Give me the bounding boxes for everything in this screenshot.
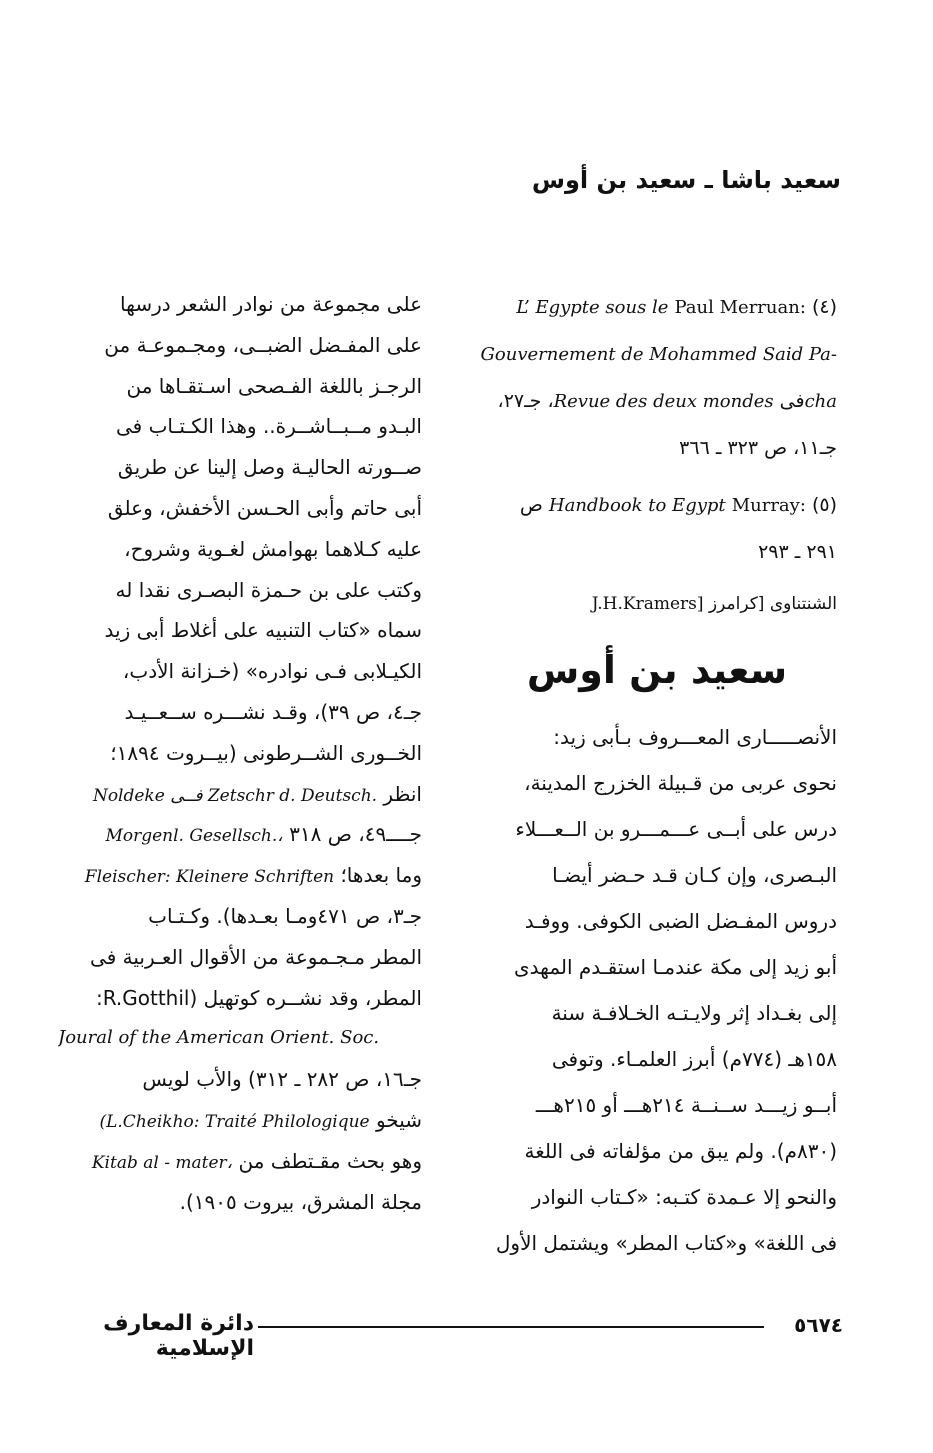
body-line-mixed: انظر Noldeke فــى Zetschr d. Deutsch. [92, 781, 422, 806]
footer-journal-title: دائرة المعارف الإسلامية [103, 1311, 254, 1361]
body-line: جـ٣، ص ٤٧١ومـا بعـدها). وكـتـاب [148, 903, 422, 928]
body-line: والنحو إلا عـمدة كتـبه: «كـتاب النوادر [531, 1185, 837, 1209]
body-line: الرجـز باللغة الفـصحى اسـتقـاها من [126, 373, 422, 398]
body-line: المطر، وقد نشــره كوتهيل (R.Gotthil: [95, 985, 422, 1010]
article-title: سعيد بن أوس [526, 648, 788, 692]
body-line: الكيـلابى فـى نوادره» (خـزانة الأدب، [122, 659, 422, 684]
body-line: جـ١٦، ص ٢٨٢ ـ ٣١٢) والأب لويس [142, 1067, 422, 1092]
body-line: البـدو مــبــاشــرة.. وهذا الكـتـاب فى [116, 414, 422, 439]
body-line: جـ٤، ص ٣٩)، وقـد نشـــره ســعــيـد [124, 699, 422, 724]
body-line: عليه كـلاهما بهوامش لغـوية وشروح، [124, 536, 422, 561]
body-line: وكتب على بن حـمزة البصـرى نقدا له [115, 577, 422, 602]
body-line-mixed: جــــ٤٩، ص ٣١٨ Morgenl. Gesellsch.، [105, 822, 422, 847]
body-line: نحوى عربى من قـبيلة الخزرج المدينة، [524, 771, 837, 795]
footnote-4-line-2: Gouvernement de Mohammed Said Pa- [480, 344, 837, 365]
body-line: إلى بغـداد إثر ولايـتـه الخـلافـة سنة [551, 1001, 837, 1025]
body-line-latin: Joural of the American Orient. Soc. [58, 1027, 380, 1049]
body-line: (٨٣٠م). ولم يبق من مؤلفاته فى اللغة [524, 1139, 837, 1163]
body-line: صــورته الحاليـة وصل إلينا عن طريق [117, 455, 422, 480]
footnote-5-line-1: (٥) Murray: Handbook to Egypt ص [519, 494, 837, 516]
body-line: فى اللغة» و«كتاب المطر» ويشتمل الأول [495, 1231, 837, 1255]
body-line: الأنصـــــارى المعـــروف بـأبى زيد: [553, 725, 837, 749]
body-line: أبى حاتم وأبى الحـسن الأخفش، وعلق [107, 495, 422, 520]
body-line: البـصرى، وإن كـان قـد حـضر أيضـا [552, 863, 837, 887]
body-line: على مجموعة من نوادر الشعر درسها [120, 292, 422, 316]
footnote-5-line-2: ٢٩١ ـ ٢٩٣ [758, 541, 837, 563]
body-line: أبــو زيـــد ســنــة ٢١٤هـــ أو ٢١٥هـــ [535, 1093, 837, 1117]
body-line: أبو زيد إلى مكة عندمـا استقـدم المهدى [513, 955, 837, 979]
previous-article-author: الشنتناوى [كرامرز J.H.Kramers] [591, 594, 837, 614]
body-line: المطر مـجـموعة من الأقوال العـربية فى [90, 944, 422, 969]
body-line: ١٥٨هـ (٧٧٤م) أبرز العلمـاء. وتوفى [551, 1047, 837, 1071]
article-body-right [477, 714, 837, 1266]
footnote-4-line-4: جـ١١، ص ٣٢٣ ـ ٣٦٦ [679, 437, 837, 459]
body-line-mixed: وهو بحث مقـتطف من Kitab al - mater، [91, 1148, 422, 1173]
body-line: درس على أبــى عـــمـــرو بن الــعـــلاء [515, 817, 837, 841]
body-line: على المفـضل الضبــى، ومجـموعـة من [104, 332, 422, 357]
running-header: سعيد باشا ـ سعيد بن أوس [531, 166, 841, 194]
footnote-4-line-3: chaفى Revue des deux mondes، جـ٢٧، [497, 390, 837, 412]
left-column [58, 284, 422, 1222]
body-line: سماه «كتاب التنبيه على أغلاط أبى زيد [104, 618, 422, 643]
right-column [477, 284, 837, 1266]
body-line: مجلة المشرق، بيروت ١٩٠٥). [179, 1189, 422, 1214]
body-line: الخــورى الشــرطونى (بيــروت ١٨٩٤؛ [110, 740, 422, 765]
page-number: ٥٦٧٤ [794, 1313, 843, 1337]
body-line: دروس المفـضل الضبى الكوفى. ووفـد [524, 909, 837, 933]
footer-rule [258, 1326, 764, 1328]
body-line-mixed: وما بعدها؛ Fleischer: Kleinere Schriften [84, 863, 422, 888]
footnote-4-line-1: (٤) Paul Merruan: L’ Egypte sous le [516, 296, 837, 318]
body-line-mixed: شيخو (L.Cheikho: Traité Philologique [99, 1107, 422, 1132]
